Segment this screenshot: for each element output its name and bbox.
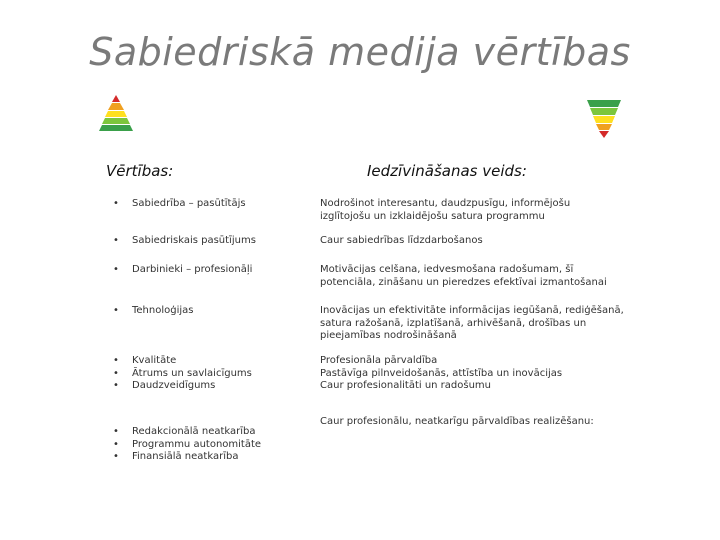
- method-cell: [320, 355, 620, 393]
- value-text: Sabiedrība – pasūtītājs: [132, 198, 246, 209]
- bullet-column: [113, 264, 119, 277]
- method-text: Caur profesionalitāti un radošumu: [320, 380, 492, 391]
- bullet: •: [113, 426, 119, 437]
- value-cell: [132, 426, 302, 464]
- bullet-column: [113, 305, 119, 318]
- bullet: •: [113, 264, 119, 275]
- method-cell: [320, 264, 620, 289]
- method-text: Caur sabiedrības līdzdarbošanos: [320, 235, 483, 246]
- method-text: potenciāla, zināšanu un pieredzes efektīvai izmantošanai: [320, 276, 607, 288]
- method-cell: [320, 416, 620, 429]
- value-cell: [132, 355, 302, 393]
- method-text: Nodrošinot interesantu, daudzpusīgu, informējošu: [320, 198, 571, 209]
- value-text: Tehnoloģijas: [132, 305, 194, 316]
- bullet-column: [113, 355, 119, 393]
- bullet: •: [113, 438, 119, 450]
- method-cell: [320, 305, 624, 343]
- value-cell: [132, 235, 302, 248]
- value-text: Sabiedriskais pasūtījums: [132, 235, 256, 246]
- value-text: Kvalitāte: [132, 355, 177, 366]
- bullet: •: [113, 451, 119, 462]
- value-cell: [132, 264, 302, 277]
- value-text: Darbinieki – profesionāļi: [132, 264, 253, 275]
- method-text: satura ražošanā, izplatīšanā, arhivēšanā, drošības un: [320, 317, 587, 329]
- bullet-column: [113, 426, 119, 464]
- value-text: Finansiālā neatkarība: [132, 451, 239, 462]
- method-text: izglītojošu un izklaidējošu satura programmu: [320, 210, 545, 222]
- method-cell: [320, 235, 620, 248]
- value-text: Ātrums un savlaicīgums: [132, 367, 252, 379]
- value-text: Programmu autonomitāte: [132, 438, 262, 450]
- bullet-column: [113, 198, 119, 211]
- method-text: Motivācijas celšana, iedvesmošana radošumam, šī: [320, 264, 574, 275]
- pyramid-icon: [97, 94, 135, 132]
- method-text: pieejamības nodrošināšanā: [320, 330, 457, 341]
- implementation-heading: Iedzīvināšanas veids:: [367, 162, 527, 180]
- bullet: •: [113, 355, 119, 366]
- value-text: Redakcionālā neatkarība: [132, 426, 256, 437]
- bullet: •: [113, 305, 119, 316]
- bullet: •: [113, 380, 119, 391]
- method-cell: [320, 198, 620, 223]
- bullet: •: [113, 235, 119, 246]
- method-text: Profesionāla pārvaldība: [320, 355, 438, 366]
- value-cell: [132, 305, 302, 318]
- value-cell: [132, 198, 302, 211]
- bullet-column: [113, 235, 119, 248]
- method-text: Inovācijas un efektivitāte informācijas iegūšanā, rediģēšanā,: [320, 305, 624, 316]
- bullet: •: [113, 198, 119, 209]
- values-heading: Vērtības:: [106, 162, 174, 180]
- bullet: •: [113, 367, 119, 379]
- method-text: Caur profesionālu, neatkarīgu pārvaldības realizēšanu:: [320, 416, 594, 427]
- method-text: Pastāvīga pilnveidošanās, attīstība un inovācijas: [320, 367, 563, 379]
- page-title: Sabiedriskā medija vērtības: [89, 30, 631, 74]
- value-text: Daudzveidīgums: [132, 380, 216, 391]
- inverted-pyramid-icon: [586, 99, 622, 139]
